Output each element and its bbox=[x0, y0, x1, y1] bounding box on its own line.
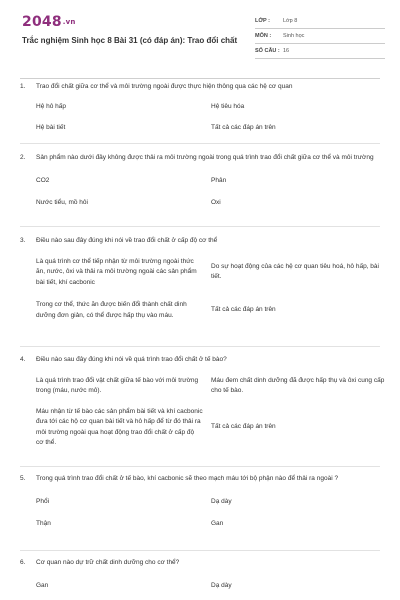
option-c[interactable]: Nước tiểu, mồ hôi bbox=[36, 199, 88, 206]
question-header bbox=[20, 82, 380, 93]
logo-main: 2048 bbox=[22, 14, 62, 30]
options bbox=[36, 497, 380, 530]
option-d[interactable]: Oxi bbox=[211, 199, 221, 206]
question-divider bbox=[20, 143, 380, 144]
meta-value: 16 bbox=[283, 48, 290, 54]
question-text: Cơ quan nào dự trữ chất dinh dưỡng cho cơ thể? bbox=[36, 559, 180, 566]
question-5 bbox=[20, 474, 380, 530]
meta-table bbox=[255, 14, 385, 59]
question-header bbox=[20, 474, 380, 485]
options bbox=[36, 176, 380, 209]
option-b[interactable]: Dạ dày bbox=[211, 497, 232, 505]
option-c[interactable]: Trong cơ thể, thức ăn được biến đổi thành chất dinh dưỡng đơn giản, có thể được hấp thụ vào máu. bbox=[36, 301, 187, 319]
option-a[interactable]: Là quá trình trao đổi vật chất giữa tế bào với môi trường trong (máu, nước mô). bbox=[36, 376, 199, 394]
meta-row-subject bbox=[255, 29, 385, 44]
header-divider bbox=[20, 78, 380, 79]
options bbox=[36, 376, 385, 449]
options bbox=[36, 102, 380, 134]
document-title: Trắc nghiệm Sinh học 8 Bài 31 (có đáp án): Trao đổi chất bbox=[22, 36, 238, 45]
question-header bbox=[20, 558, 380, 569]
question-number: 6. bbox=[20, 559, 26, 566]
question-text: Trong quá trình trao đổi chất ở tế bào, khí cacbonic sẽ theo mạch máu tới bộ phận nào để thải ra ngoài ? bbox=[36, 475, 339, 482]
question-text: Trao đổi chất giữa cơ thể và môi trường ngoài được thực hiện thông qua các hệ cơ quan bbox=[36, 83, 293, 90]
question-divider bbox=[20, 466, 380, 467]
option-a[interactable]: Hệ hô hấp bbox=[36, 102, 66, 110]
option-d[interactable]: Gan bbox=[211, 520, 224, 527]
option-b[interactable]: Phân bbox=[211, 176, 227, 184]
question-3 bbox=[20, 236, 380, 321]
site-logo[interactable] bbox=[22, 14, 76, 30]
question-text: Điều nào sau đây đúng khi nói về trao đổi chất ở cấp độ cơ thể bbox=[36, 237, 218, 244]
meta-row-class bbox=[255, 14, 385, 29]
option-b[interactable]: Hệ tiêu hóa bbox=[211, 102, 245, 110]
option-b[interactable]: Máu đem chất dinh dưỡng đã được hấp thụ và ôxi cung cấp cho tế bào. bbox=[211, 376, 385, 394]
meta-value: Sinh học bbox=[283, 33, 305, 39]
meta-label: LỚP : bbox=[255, 18, 270, 24]
option-a[interactable]: CO2 bbox=[36, 176, 50, 184]
question-header bbox=[20, 153, 380, 164]
question-6 bbox=[20, 558, 380, 591]
option-d[interactable]: Tất cả các đáp án trên bbox=[211, 423, 276, 431]
question-divider bbox=[20, 226, 380, 227]
options bbox=[36, 257, 380, 322]
meta-label: MÔN : bbox=[255, 33, 272, 39]
question-text: Điều nào sau đây đúng khi nói về quá trình trao đổi chất ở tế bào? bbox=[36, 356, 227, 363]
meta-label: SỐ CÂU : bbox=[255, 48, 280, 54]
question-header bbox=[20, 355, 380, 366]
option-b[interactable]: Do sự hoạt động của các hệ cơ quan tiêu hoá, hô hấp, bài tiết. bbox=[211, 262, 379, 281]
logo-sub: .vn bbox=[62, 18, 76, 26]
question-number: 5. bbox=[20, 475, 26, 482]
option-d[interactable]: Tất cả các đáp án trên bbox=[211, 306, 276, 314]
option-c[interactable]: Máu nhận từ tế bào các sản phẩm bài tiết và khí cacbonic đưa tới các hộ cơ quan bài tiết và hô hấp để từ đó thải ra môi trường ngoài qua hoạt động trao đổi chất ở cấp độ cơ thể. bbox=[36, 407, 203, 446]
option-a[interactable]: Phổi bbox=[36, 497, 50, 505]
question-number: 3. bbox=[20, 237, 26, 244]
question-header bbox=[20, 236, 380, 247]
question-divider bbox=[20, 346, 380, 347]
meta-value: Lớp 8 bbox=[283, 18, 298, 24]
question-number: 1. bbox=[20, 83, 26, 90]
question-divider bbox=[20, 550, 380, 551]
question-number: 4. bbox=[20, 356, 26, 363]
option-a[interactable]: Là quá trình cơ thể tiếp nhận từ môi trường ngoài thức ăn, nước, ôxi và thải ra môi trường ngoài các sản phẩm bài tiết, khí cacbonic bbox=[36, 257, 197, 286]
question-number: 2. bbox=[20, 154, 26, 161]
question-4 bbox=[20, 355, 385, 449]
question-2 bbox=[20, 153, 380, 209]
question-text: Sản phẩm nào dưới đây không được thải ra môi trường ngoài trong quá trình trao đổi chất giữa cơ thể và môi trường bbox=[36, 154, 374, 161]
option-c[interactable]: Hệ bài tiết bbox=[36, 124, 66, 131]
meta-row-count bbox=[255, 44, 385, 59]
question-1 bbox=[20, 82, 380, 134]
option-c[interactable]: Thận bbox=[36, 520, 51, 527]
option-d[interactable]: Tất cả các đáp án trên bbox=[211, 124, 276, 131]
option-b[interactable]: Dạ dày bbox=[211, 581, 232, 589]
options bbox=[36, 581, 380, 592]
option-a[interactable]: Gan bbox=[36, 581, 49, 589]
header bbox=[0, 0, 400, 72]
